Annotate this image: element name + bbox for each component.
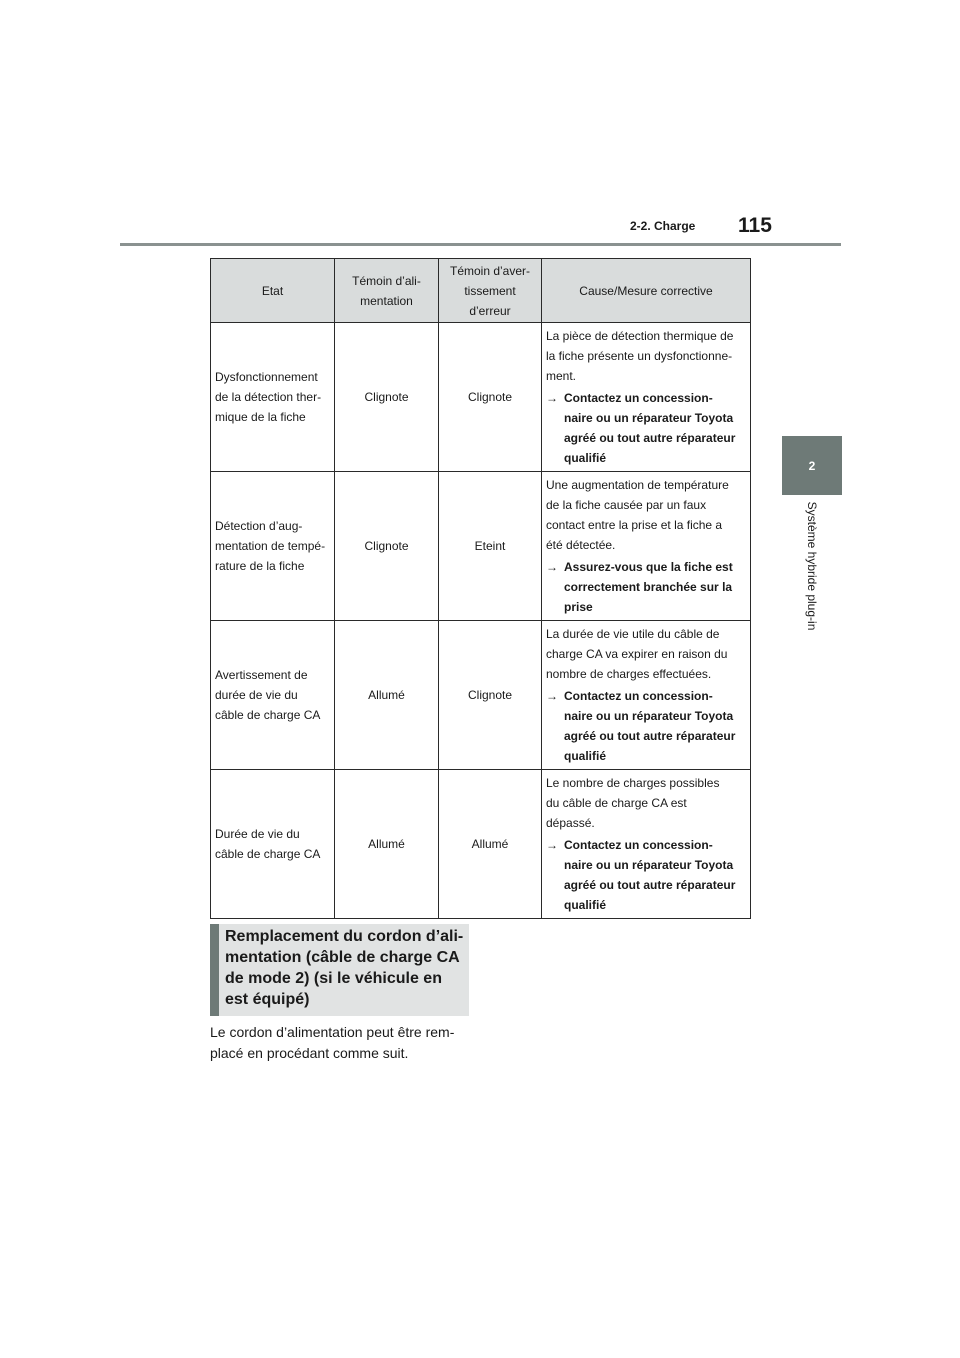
header-cause: Cause/Mesure corrective <box>542 259 751 323</box>
table-row <box>211 621 751 770</box>
cause-text: Une augmentation de température de la fiche causée par un faux contact entre la prise et la fiche a été détectée. <box>546 478 729 552</box>
section-heading-text: Remplacement du cordon d’ali- mentation (câble de charge CA de mode 2) (si le véhicule en est équipé) <box>225 928 464 1008</box>
cause-cell <box>542 472 751 621</box>
error-light-cell: Clignote <box>439 323 542 472</box>
arrow-icon: → <box>546 689 558 703</box>
chapter-number: 2 <box>808 458 816 473</box>
table-row <box>211 472 751 621</box>
action-line <box>546 388 746 468</box>
chapter-label: Système hybride plug-in <box>805 501 819 631</box>
state-cell: Avertissement de durée de vie du câble de charge CA <box>211 621 335 770</box>
action-line <box>546 557 746 617</box>
header-power-light: Témoin d’ali- mentation <box>335 259 439 323</box>
cause-text: Le nombre de charges possibles du câble de charge CA est dépassé. <box>546 776 720 830</box>
body-paragraph-text: Le cordon d’alimentation peut être rem- placé en procédant comme suit. <box>210 1024 455 1061</box>
header-state: Etat <box>211 259 335 323</box>
error-light-cell: Eteint <box>439 472 542 621</box>
table-header-row <box>211 259 751 323</box>
action-text: Contactez un concession- naire ou un réparateur Toyota agréé ou tout autre réparateur qualifié <box>564 391 736 465</box>
error-light-cell: Clignote <box>439 621 542 770</box>
cause-cell <box>542 621 751 770</box>
body-paragraph <box>210 1022 480 1064</box>
chapter-tab <box>782 436 842 495</box>
power-light-cell: Clignote <box>335 472 439 621</box>
page-number: 115 <box>738 214 772 237</box>
table-row <box>211 770 751 919</box>
action-text: Contactez un concession- naire ou un réparateur Toyota agréé ou tout autre réparateur qualifié <box>564 689 736 763</box>
status-table <box>210 258 751 919</box>
cause-text: La pièce de détection thermique de la fiche présente un dysfonctionne- ment. <box>546 329 734 383</box>
arrow-icon: → <box>546 391 558 405</box>
action-text: Contactez un concession- naire ou un réparateur Toyota agréé ou tout autre réparateur qualifié <box>564 838 736 912</box>
header-rule <box>120 243 841 246</box>
arrow-icon: → <box>546 560 558 574</box>
section-label: 2-2. Charge <box>630 219 696 233</box>
cause-cell <box>542 770 751 919</box>
table-row <box>211 323 751 472</box>
power-light-cell: Clignote <box>335 323 439 472</box>
action-line <box>546 686 746 766</box>
error-light-cell: Allumé <box>439 770 542 919</box>
arrow-icon: → <box>546 838 558 852</box>
state-cell: Dysfonctionnement de la détection ther- mique de la fiche <box>211 323 335 472</box>
section-heading <box>210 924 469 1016</box>
power-light-cell: Allumé <box>335 621 439 770</box>
power-light-cell: Allumé <box>335 770 439 919</box>
action-line <box>546 835 746 915</box>
state-cell: Détection d’aug- mentation de tempé- rature de la fiche <box>211 472 335 621</box>
cause-text: La durée de vie utile du câble de charge CA va expirer en raison du nombre de charges effectuées. <box>546 627 728 681</box>
cause-cell <box>542 323 751 472</box>
state-cell: Durée de vie du câble de charge CA <box>211 770 335 919</box>
action-text: Assurez-vous que la fiche est correctement branchée sur la prise <box>564 560 733 614</box>
header-error-light: Témoin d’aver- tissement d’erreur <box>439 259 542 323</box>
